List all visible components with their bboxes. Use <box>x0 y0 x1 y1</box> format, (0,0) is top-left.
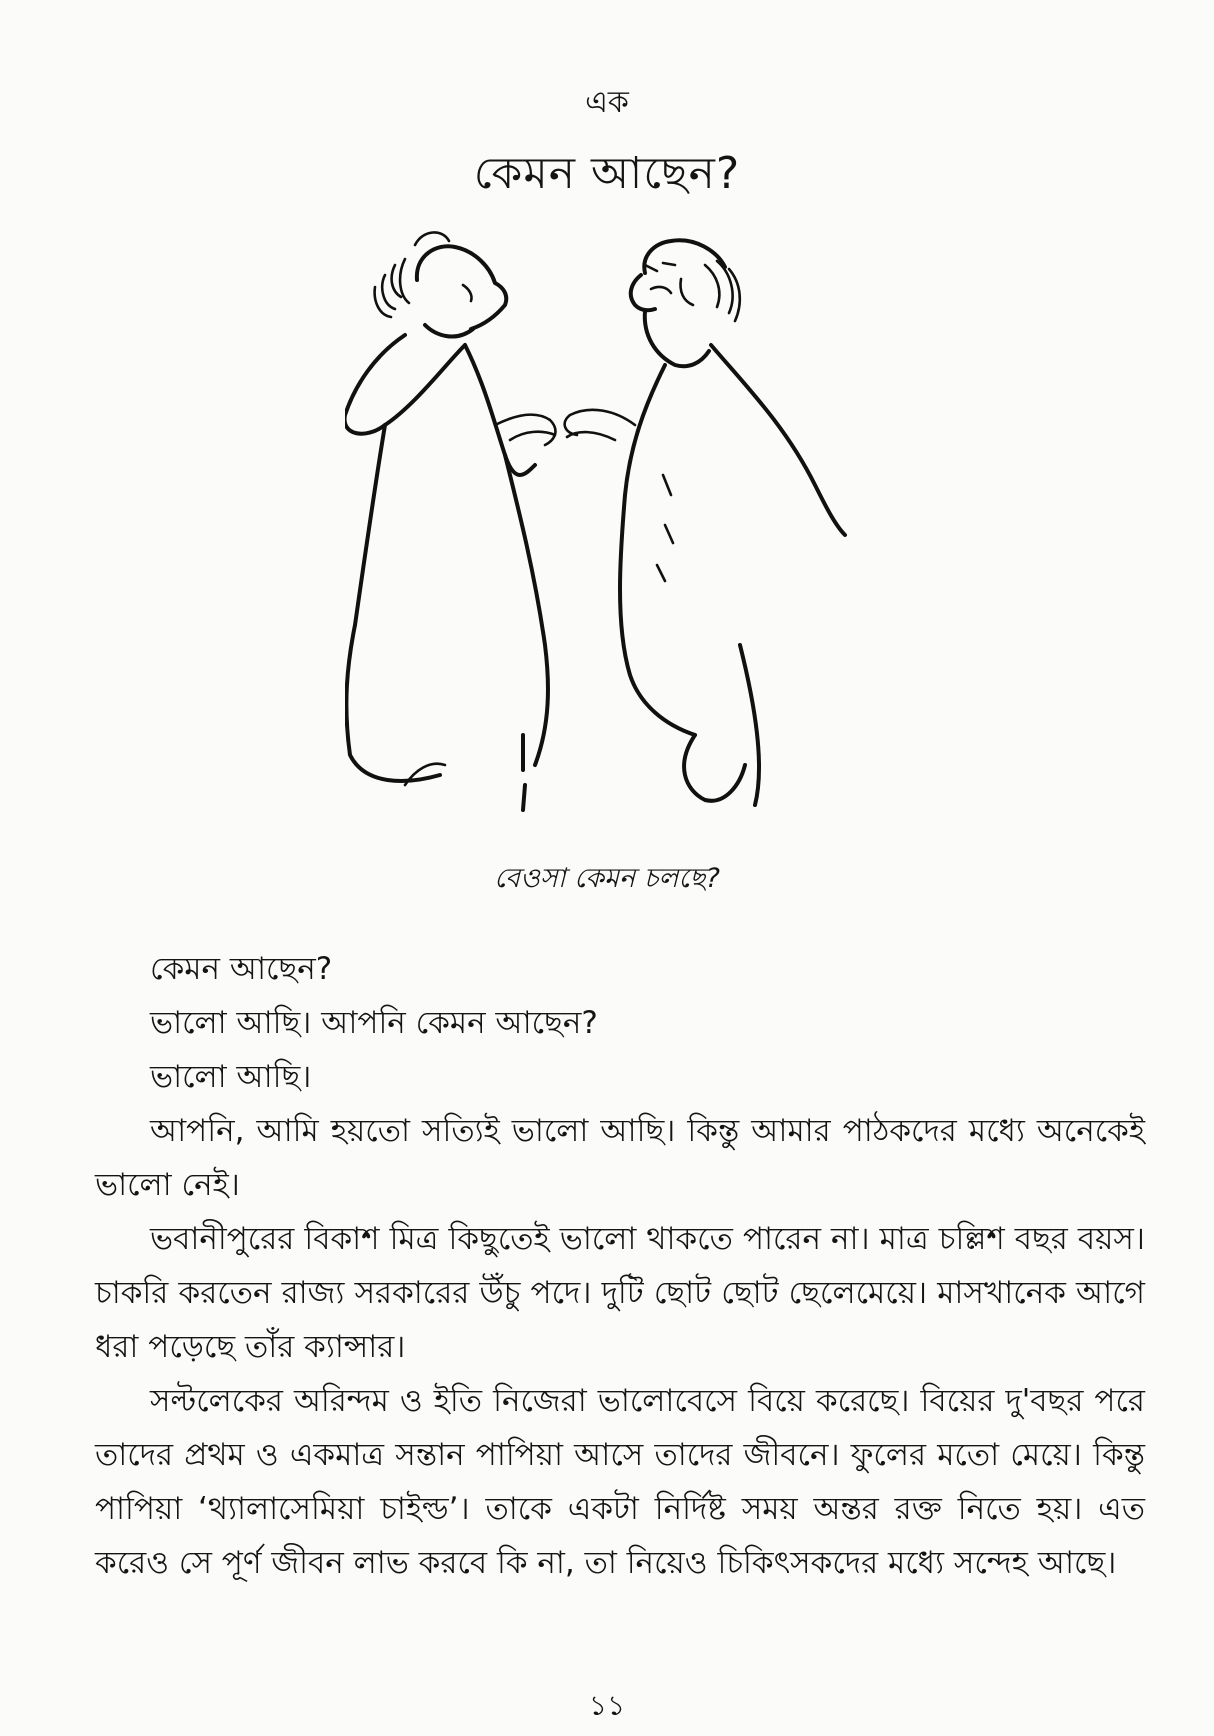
illustration-caption: বেওসা কেমন চলছে? <box>494 863 720 894</box>
dialogue-line: ভালো আছি। <box>150 1059 312 1095</box>
chapter-number: এক <box>585 85 629 120</box>
body-text <box>95 942 1145 1590</box>
paragraph: ভবানীপুরের বিকাশ মিত্র কিছুতেই ভালো থাকতে পারেন না। মাত্র চল্লিশ বছর বয়স। চাকরি করতেন রাজ্য সরকারের উঁচু পদে। দুটি ছোট ছোট ছেলেমেয়ে। মাসখানেক আগে ধরা পড়েছে তাঁর ক্যান্সার। <box>95 1221 1145 1365</box>
cartoon-illustration <box>345 225 905 815</box>
dialogue-line: কেমন আছেন? <box>150 951 333 987</box>
page-number: ১১ <box>588 1689 626 1722</box>
dialogue-line: ভালো আছি। আপনি কেমন আছেন? <box>150 1005 598 1041</box>
paragraph: আপনি, আমি হয়তো সত্যিই ভালো আছি। কিন্তু আমার পাঠকদের মধ্যে অনেকেই ভালো নেই। <box>95 1113 1145 1203</box>
chapter-title: কেমন আছেন? <box>473 148 741 199</box>
paragraph: সল্টলেকের অরিন্দম ও ইতি নিজেরা ভালোবেসে বিয়ে করেছে। বিয়ের দু'বছর পরে তাদের প্রথম ও একমাত্র সন্তান পাপিয়া আসে তাদের জীবনে। ফুলের মতো মেয়ে। কিন্তু পাপিয়া ‘থ্যালাসেমিয়া চাইল্ড’। তাকে একটা নির্দিষ্ট সময় অন্তর রক্ত নিতে হয়। এত করেও সে পূর্ণ জীবন লাভ করবে কি না, তা নিয়েও চিকিৎসকদের মধ্যে সন্দেহ আছে। <box>95 1383 1145 1581</box>
